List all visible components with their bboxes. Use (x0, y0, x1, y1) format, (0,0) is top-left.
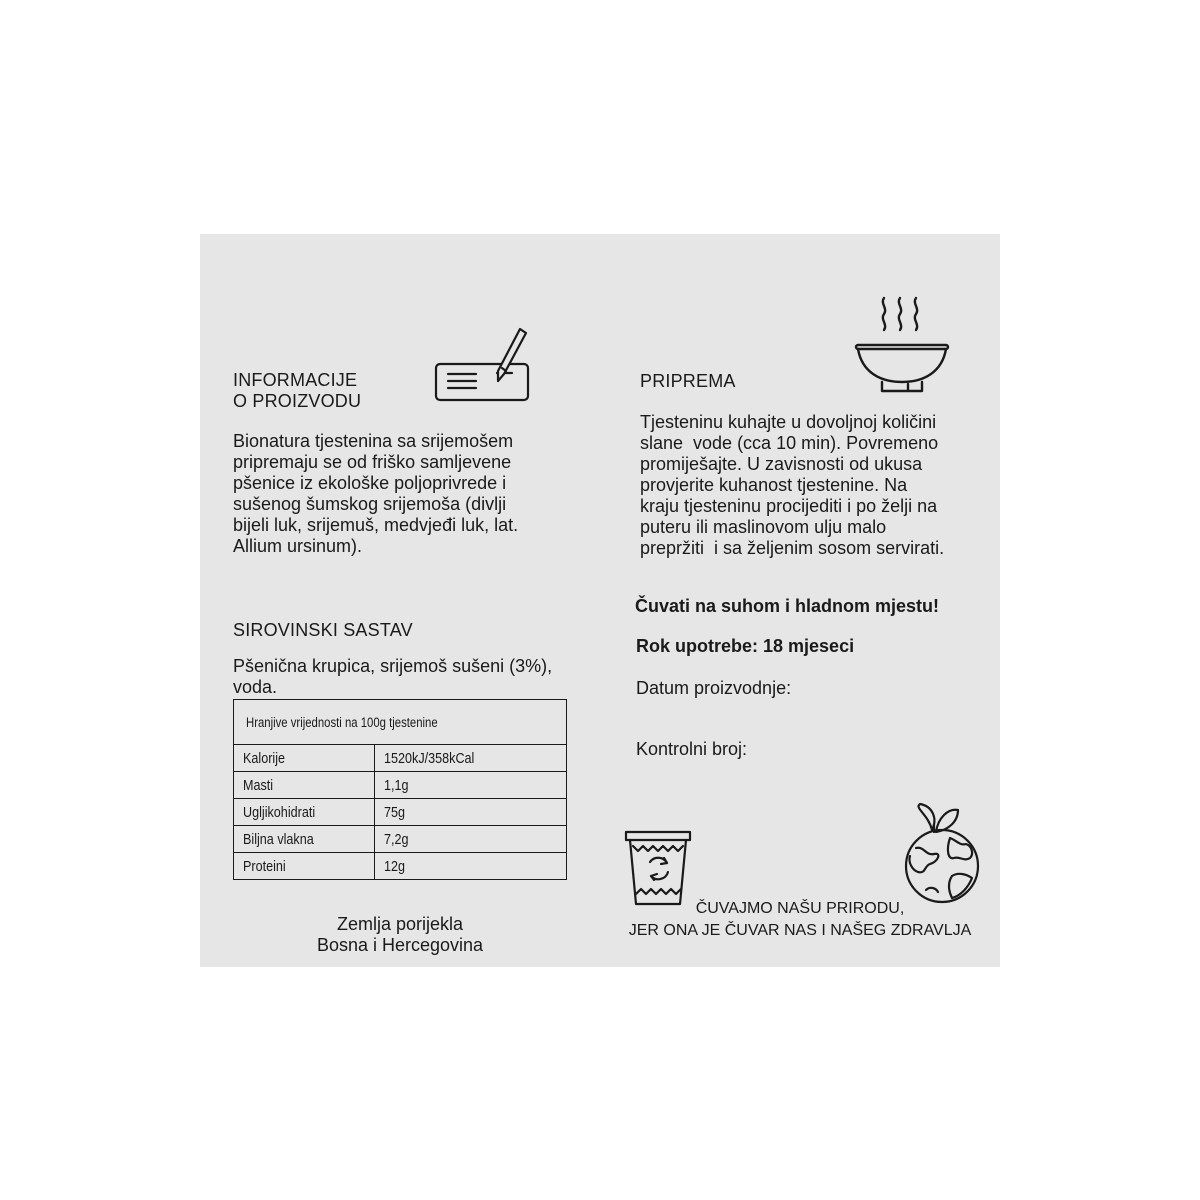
origin (200, 914, 600, 956)
product-description-line: bijeli luk, srijemuš, medvjeđi luk, lat. (233, 515, 519, 535)
ingredients-line: voda. (233, 677, 278, 697)
shelf-life: Rok upotrebe: 18 mjeseci (636, 636, 855, 656)
notepad-pen-icon (434, 326, 532, 406)
product-description (233, 431, 518, 557)
nutrition-value: 1,1g (375, 772, 567, 799)
ingredients-text (233, 656, 552, 698)
nutrition-value: 1520kJ/358kCal (375, 745, 567, 772)
production-date-label: Datum proizvodnje: (636, 678, 792, 698)
nutrition-row (234, 826, 567, 853)
nutrition-row (234, 799, 567, 826)
nutrition-value: 7,2g (375, 826, 567, 853)
product-description-line: pšenice iz ekološke poljoprivrede i (233, 473, 507, 493)
preparation-line: Tjesteninu kuhajte u dovoljnoj količini (640, 412, 937, 432)
preparation-line: promiješajte. U zavisnosti od ukusa (640, 454, 923, 474)
label-panel (200, 234, 1000, 967)
nutrition-label: Masti (234, 772, 375, 799)
nutrition-label: Ugljikohidrati (234, 799, 375, 826)
nutrition-value: 75g (375, 799, 567, 826)
earth-sprout-icon (902, 802, 982, 904)
nutrition-title-row (234, 700, 567, 745)
product-description-line: sušenog šumskog srijemoša (divlji (233, 494, 507, 514)
product-description-line: Allium ursinum). (233, 536, 363, 556)
nutrition-row (234, 745, 567, 772)
nutrition-table (233, 699, 567, 880)
preparation-line: provjerite kuhanost tjestenine. Na (640, 475, 908, 495)
recycle-bin-icon (624, 830, 692, 906)
eco-slogan-line2: JER ONA JE ČUVAR NAS I NAŠEG ZDRAVLJA (628, 922, 972, 939)
product-info-heading (233, 370, 361, 412)
preparation-line: puteru ili maslinovom ulju malo (640, 517, 887, 537)
storage-instruction: Čuvati na suhom i hladnom mjestu! (635, 596, 940, 616)
preparation-line: slane vode (cca 10 min). Povremeno (640, 433, 939, 453)
steaming-bowl-icon (854, 292, 950, 396)
ingredients-line: Pšenična krupica, srijemoš sušeni (3%), (233, 656, 553, 676)
preparation-heading: PRIPREMA (640, 371, 736, 391)
eco-slogan (600, 898, 1000, 942)
nutrition-label: Kalorije (234, 745, 375, 772)
nutrition-row (234, 772, 567, 799)
product-info-heading-line1: INFORMACIJE (233, 370, 358, 390)
ingredients-heading: SIROVINSKI SASTAV (233, 620, 413, 640)
product-info-heading-line2: O PROIZVODU (233, 391, 362, 411)
nutrition-label: Biljna vlakna (234, 826, 375, 853)
product-description-line: pripremaju se od friško samljevene (233, 452, 512, 472)
preparation-line: kraju tjesteninu procijediti i po želji na (640, 496, 938, 516)
eco-slogan-line1: ČUVAJMO NAŠU PRIRODU, (695, 900, 905, 917)
nutrition-label: Proteini (234, 853, 375, 880)
origin-label: Zemlja porijekla (336, 914, 464, 934)
nutrition-title: Hranjive vrijednosti na 100g tjestenine (234, 700, 567, 745)
nutrition-value: 12g (375, 853, 567, 880)
origin-country: Bosna i Hercegovina (316, 935, 484, 955)
control-number-label: Kontrolni broj: (636, 739, 748, 759)
product-description-line: Bionatura tjestenina sa srijemošem (233, 431, 514, 451)
preparation-line: prepržiti i sa željenim sosom servirati. (640, 538, 945, 558)
preparation-text (640, 412, 944, 559)
nutrition-row (234, 853, 567, 880)
